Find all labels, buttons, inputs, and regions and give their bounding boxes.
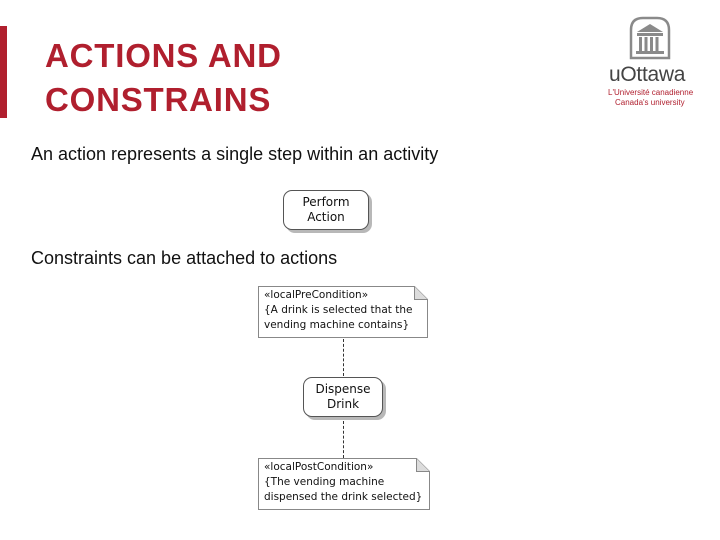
postcondition-note [258,458,430,510]
slide-title [45,34,282,122]
precondition-text [264,288,412,333]
dashed-connector-bottom [343,421,344,458]
perform-action-node [283,190,369,230]
bullet-constraints: Constraints can be attached to actions [31,248,338,268]
dispense-label-line-1: Dispense [315,382,371,396]
precondition-stereotype: «localPreCondition» [264,289,369,301]
action-label-line-2: Action [307,210,345,224]
precondition-line-3: vending machine contains} [264,319,410,331]
action-label-line-1: Perform [302,195,350,209]
dispense-drink-node [303,377,383,417]
dispense-label-line-2: Drink [326,397,360,411]
postcondition-stereotype: «localPostCondition» [264,461,374,473]
accent-bar [0,26,7,118]
building-icon [627,14,673,60]
postcondition-line-2: {The vending machine [264,476,385,488]
title-line-2: CONSTRAINS [45,81,272,118]
postcondition-text [264,460,422,505]
title-line-1: ACTIONS AND [45,37,282,74]
logo-tagline-french: L'Université canadienne [608,88,694,97]
bullet-action-definition: An action represents a single step within an activity [31,144,439,164]
uottawa-logo [605,12,700,112]
logo-tagline-english: Canada's university [615,98,685,107]
precondition-line-2: {A drink is selected that the [264,304,413,316]
dashed-connector-top [343,339,344,376]
precondition-note [258,286,428,338]
logo-wordmark: uOttawa [609,63,686,86]
postcondition-line-3: dispensed the drink selected} [264,491,423,503]
